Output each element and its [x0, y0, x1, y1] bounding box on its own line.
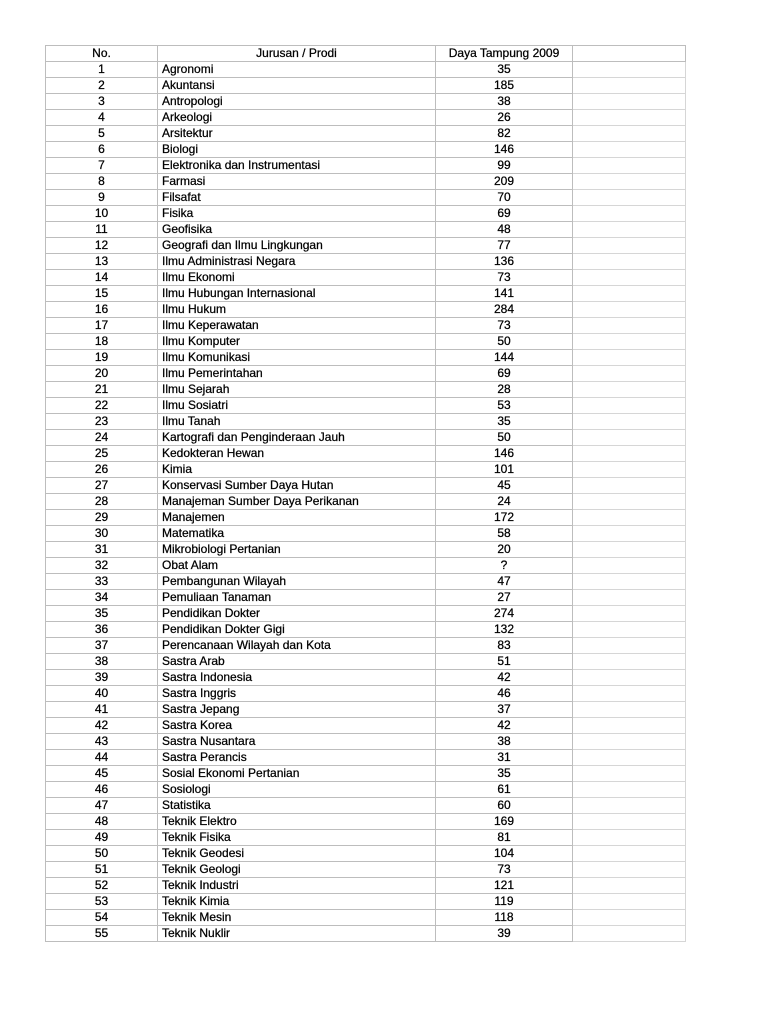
capacity-value: 69 — [436, 366, 573, 382]
table-row — [46, 830, 686, 846]
row-number: 53 — [46, 894, 158, 910]
empty-cell — [573, 398, 686, 414]
row-number: 8 — [46, 174, 158, 190]
table-row — [46, 414, 686, 430]
empty-cell — [573, 254, 686, 270]
table-row — [46, 270, 686, 286]
program-name: Sastra Perancis — [158, 750, 436, 766]
table-row — [46, 286, 686, 302]
row-number: 37 — [46, 638, 158, 654]
capacity-value: 35 — [436, 62, 573, 78]
program-name: Teknik Kimia — [158, 894, 436, 910]
program-name: Mikrobiologi Pertanian — [158, 542, 436, 558]
program-name: Filsafat — [158, 190, 436, 206]
empty-cell — [573, 62, 686, 78]
table-row — [46, 254, 686, 270]
table-row — [46, 462, 686, 478]
table-row — [46, 110, 686, 126]
header-row — [46, 46, 686, 62]
program-name: Teknik Industri — [158, 878, 436, 894]
empty-cell — [573, 766, 686, 782]
table-row — [46, 174, 686, 190]
program-name: Arkeologi — [158, 110, 436, 126]
program-name: Ilmu Administrasi Negara — [158, 254, 436, 270]
row-number: 32 — [46, 558, 158, 574]
capacity-value: 61 — [436, 782, 573, 798]
empty-cell — [573, 238, 686, 254]
capacity-value: 24 — [436, 494, 573, 510]
table-row — [46, 734, 686, 750]
empty-cell — [573, 430, 686, 446]
capacity-value: 144 — [436, 350, 573, 366]
capacity-value: 119 — [436, 894, 573, 910]
capacity-value: 37 — [436, 702, 573, 718]
capacity-value: 58 — [436, 526, 573, 542]
empty-cell — [573, 270, 686, 286]
table-row — [46, 62, 686, 78]
table-row — [46, 398, 686, 414]
program-name: Kimia — [158, 462, 436, 478]
table-row — [46, 158, 686, 174]
row-number: 11 — [46, 222, 158, 238]
program-name: Sastra Korea — [158, 718, 436, 734]
empty-cell — [573, 206, 686, 222]
row-number: 18 — [46, 334, 158, 350]
row-number: 20 — [46, 366, 158, 382]
capacity-value: 45 — [436, 478, 573, 494]
program-name: Ilmu Pemerintahan — [158, 366, 436, 382]
program-name: Antropologi — [158, 94, 436, 110]
row-number: 41 — [46, 702, 158, 718]
program-name: Elektronika dan Instrumentasi — [158, 158, 436, 174]
empty-cell — [573, 542, 686, 558]
empty-cell — [573, 878, 686, 894]
row-number: 17 — [46, 318, 158, 334]
empty-cell — [573, 734, 686, 750]
table-row — [46, 478, 686, 494]
program-name: Obat Alam — [158, 558, 436, 574]
program-name: Teknik Mesin — [158, 910, 436, 926]
table-body — [46, 62, 686, 942]
table-row — [46, 638, 686, 654]
table-row — [46, 94, 686, 110]
row-number: 35 — [46, 606, 158, 622]
capacity-value: 284 — [436, 302, 573, 318]
capacity-value: 39 — [436, 926, 573, 942]
header-no: No. — [46, 46, 158, 62]
table-row — [46, 718, 686, 734]
empty-cell — [573, 286, 686, 302]
program-name: Teknik Nuklir — [158, 926, 436, 942]
program-name: Ilmu Komputer — [158, 334, 436, 350]
empty-cell — [573, 718, 686, 734]
empty-cell — [573, 494, 686, 510]
row-number: 28 — [46, 494, 158, 510]
table-row — [46, 302, 686, 318]
empty-cell — [573, 126, 686, 142]
row-number: 31 — [46, 542, 158, 558]
program-name: Konservasi Sumber Daya Hutan — [158, 478, 436, 494]
program-name: Farmasi — [158, 174, 436, 190]
table-row — [46, 926, 686, 942]
capacity-value: 146 — [436, 446, 573, 462]
row-number: 26 — [46, 462, 158, 478]
capacity-value: 73 — [436, 862, 573, 878]
capacity-value: 42 — [436, 718, 573, 734]
row-number: 3 — [46, 94, 158, 110]
row-number: 23 — [46, 414, 158, 430]
empty-cell — [573, 574, 686, 590]
program-name: Sastra Indonesia — [158, 670, 436, 686]
capacity-value: 83 — [436, 638, 573, 654]
capacity-value: 20 — [436, 542, 573, 558]
empty-cell — [573, 814, 686, 830]
table-row — [46, 142, 686, 158]
capacity-value: 132 — [436, 622, 573, 638]
capacity-value: 73 — [436, 318, 573, 334]
table-row — [46, 78, 686, 94]
empty-cell — [573, 158, 686, 174]
empty-cell — [573, 926, 686, 942]
row-number: 49 — [46, 830, 158, 846]
header-extra — [573, 46, 686, 62]
table-row — [46, 542, 686, 558]
capacity-value: 146 — [436, 142, 573, 158]
capacity-value: 118 — [436, 910, 573, 926]
program-name: Ilmu Keperawatan — [158, 318, 436, 334]
empty-cell — [573, 606, 686, 622]
table-row — [46, 494, 686, 510]
table-row — [46, 846, 686, 862]
capacity-value: 101 — [436, 462, 573, 478]
table-row — [46, 526, 686, 542]
empty-cell — [573, 366, 686, 382]
table-row — [46, 686, 686, 702]
empty-cell — [573, 798, 686, 814]
program-name: Sastra Nusantara — [158, 734, 436, 750]
capacity-value: 51 — [436, 654, 573, 670]
row-number: 9 — [46, 190, 158, 206]
row-number: 42 — [46, 718, 158, 734]
row-number: 44 — [46, 750, 158, 766]
program-name: Fisika — [158, 206, 436, 222]
empty-cell — [573, 94, 686, 110]
empty-cell — [573, 558, 686, 574]
row-number: 10 — [46, 206, 158, 222]
row-number: 27 — [46, 478, 158, 494]
capacity-value: ? — [436, 558, 573, 574]
table-row — [46, 350, 686, 366]
row-number: 15 — [46, 286, 158, 302]
empty-cell — [573, 702, 686, 718]
empty-cell — [573, 478, 686, 494]
capacity-value: 104 — [436, 846, 573, 862]
program-name: Geofisika — [158, 222, 436, 238]
row-number: 16 — [46, 302, 158, 318]
empty-cell — [573, 638, 686, 654]
capacity-value: 99 — [436, 158, 573, 174]
capacity-value: 274 — [436, 606, 573, 622]
program-name: Kedokteran Hewan — [158, 446, 436, 462]
program-name: Statistika — [158, 798, 436, 814]
empty-cell — [573, 830, 686, 846]
row-number: 46 — [46, 782, 158, 798]
program-name: Teknik Geologi — [158, 862, 436, 878]
table-row — [46, 782, 686, 798]
capacity-value: 53 — [436, 398, 573, 414]
program-name: Akuntansi — [158, 78, 436, 94]
empty-cell — [573, 670, 686, 686]
row-number: 6 — [46, 142, 158, 158]
empty-cell — [573, 302, 686, 318]
program-name: Teknik Geodesi — [158, 846, 436, 862]
program-name: Geografi dan Ilmu Lingkungan — [158, 238, 436, 254]
table-row — [46, 622, 686, 638]
capacity-value: 38 — [436, 734, 573, 750]
empty-cell — [573, 686, 686, 702]
table-row — [46, 510, 686, 526]
table-row — [46, 750, 686, 766]
empty-cell — [573, 654, 686, 670]
capacity-value: 35 — [436, 766, 573, 782]
program-name: Pembangunan Wilayah — [158, 574, 436, 590]
program-name: Manajemen — [158, 510, 436, 526]
empty-cell — [573, 174, 686, 190]
table-row — [46, 654, 686, 670]
capacity-value: 27 — [436, 590, 573, 606]
capacity-value: 38 — [436, 94, 573, 110]
row-number: 1 — [46, 62, 158, 78]
row-number: 50 — [46, 846, 158, 862]
row-number: 29 — [46, 510, 158, 526]
capacity-table — [45, 45, 686, 942]
empty-cell — [573, 414, 686, 430]
empty-cell — [573, 894, 686, 910]
row-number: 45 — [46, 766, 158, 782]
table-row — [46, 190, 686, 206]
table-row — [46, 366, 686, 382]
capacity-value: 50 — [436, 430, 573, 446]
capacity-value: 31 — [436, 750, 573, 766]
program-name: Kartografi dan Penginderaan Jauh — [158, 430, 436, 446]
capacity-value: 185 — [436, 78, 573, 94]
program-name: Ilmu Hubungan Internasional — [158, 286, 436, 302]
table-row — [46, 446, 686, 462]
row-number: 22 — [46, 398, 158, 414]
empty-cell — [573, 782, 686, 798]
row-number: 4 — [46, 110, 158, 126]
capacity-value: 26 — [436, 110, 573, 126]
row-number: 40 — [46, 686, 158, 702]
empty-cell — [573, 318, 686, 334]
row-number: 48 — [46, 814, 158, 830]
capacity-value: 121 — [436, 878, 573, 894]
capacity-value: 50 — [436, 334, 573, 350]
row-number: 12 — [46, 238, 158, 254]
row-number: 21 — [46, 382, 158, 398]
program-name: Sosiologi — [158, 782, 436, 798]
program-name: Sastra Inggris — [158, 686, 436, 702]
table-row — [46, 766, 686, 782]
table-row — [46, 430, 686, 446]
row-number: 7 — [46, 158, 158, 174]
empty-cell — [573, 142, 686, 158]
empty-cell — [573, 622, 686, 638]
table-row — [46, 894, 686, 910]
program-name: Agronomi — [158, 62, 436, 78]
capacity-value: 209 — [436, 174, 573, 190]
program-name: Ilmu Hukum — [158, 302, 436, 318]
header-capacity: Daya Tampung 2009 — [436, 46, 573, 62]
row-number: 19 — [46, 350, 158, 366]
table-row — [46, 318, 686, 334]
row-number: 54 — [46, 910, 158, 926]
row-number: 43 — [46, 734, 158, 750]
program-name: Ilmu Tanah — [158, 414, 436, 430]
program-name: Sastra Arab — [158, 654, 436, 670]
empty-cell — [573, 590, 686, 606]
program-name: Sastra Jepang — [158, 702, 436, 718]
program-name: Ilmu Ekonomi — [158, 270, 436, 286]
empty-cell — [573, 78, 686, 94]
table-row — [46, 558, 686, 574]
program-name: Pemuliaan Tanaman — [158, 590, 436, 606]
row-number: 36 — [46, 622, 158, 638]
program-name: Sosial Ekonomi Pertanian — [158, 766, 436, 782]
empty-cell — [573, 462, 686, 478]
row-number: 51 — [46, 862, 158, 878]
row-number: 34 — [46, 590, 158, 606]
row-number: 14 — [46, 270, 158, 286]
table-row — [46, 702, 686, 718]
row-number: 5 — [46, 126, 158, 142]
capacity-value: 82 — [436, 126, 573, 142]
capacity-value: 169 — [436, 814, 573, 830]
table-row — [46, 238, 686, 254]
capacity-value: 81 — [436, 830, 573, 846]
capacity-value: 141 — [436, 286, 573, 302]
table-row — [46, 862, 686, 878]
program-name: Matematika — [158, 526, 436, 542]
capacity-value: 77 — [436, 238, 573, 254]
row-number: 25 — [46, 446, 158, 462]
table-row — [46, 574, 686, 590]
row-number: 55 — [46, 926, 158, 942]
table-row — [46, 126, 686, 142]
row-number: 30 — [46, 526, 158, 542]
table-row — [46, 206, 686, 222]
row-number: 52 — [46, 878, 158, 894]
empty-cell — [573, 862, 686, 878]
table-row — [46, 606, 686, 622]
row-number: 38 — [46, 654, 158, 670]
row-number: 47 — [46, 798, 158, 814]
empty-cell — [573, 334, 686, 350]
capacity-value: 42 — [436, 670, 573, 686]
program-name: Teknik Elektro — [158, 814, 436, 830]
empty-cell — [573, 750, 686, 766]
empty-cell — [573, 350, 686, 366]
capacity-value: 35 — [436, 414, 573, 430]
empty-cell — [573, 382, 686, 398]
empty-cell — [573, 110, 686, 126]
table-row — [46, 814, 686, 830]
table-row — [46, 670, 686, 686]
program-name: Pendidikan Dokter — [158, 606, 436, 622]
program-name: Ilmu Sosiatri — [158, 398, 436, 414]
capacity-value: 46 — [436, 686, 573, 702]
capacity-value: 70 — [436, 190, 573, 206]
table-row — [46, 878, 686, 894]
empty-cell — [573, 510, 686, 526]
row-number: 24 — [46, 430, 158, 446]
table-row — [46, 222, 686, 238]
capacity-value: 60 — [436, 798, 573, 814]
capacity-value: 172 — [436, 510, 573, 526]
program-name: Biologi — [158, 142, 436, 158]
program-name: Teknik Fisika — [158, 830, 436, 846]
capacity-value: 47 — [436, 574, 573, 590]
header-program: Jurusan / Prodi — [158, 46, 436, 62]
capacity-value: 73 — [436, 270, 573, 286]
table-row — [46, 382, 686, 398]
table-row — [46, 334, 686, 350]
program-name: Ilmu Komunikasi — [158, 350, 436, 366]
empty-cell — [573, 446, 686, 462]
capacity-value: 48 — [436, 222, 573, 238]
empty-cell — [573, 846, 686, 862]
empty-cell — [573, 910, 686, 926]
table-row — [46, 798, 686, 814]
program-name: Ilmu Sejarah — [158, 382, 436, 398]
row-number: 13 — [46, 254, 158, 270]
empty-cell — [573, 526, 686, 542]
empty-cell — [573, 222, 686, 238]
capacity-value: 69 — [436, 206, 573, 222]
capacity-value: 136 — [436, 254, 573, 270]
program-name: Perencanaan Wilayah dan Kota — [158, 638, 436, 654]
program-name: Pendidikan Dokter Gigi — [158, 622, 436, 638]
row-number: 39 — [46, 670, 158, 686]
table-row — [46, 590, 686, 606]
program-name: Arsitektur — [158, 126, 436, 142]
empty-cell — [573, 190, 686, 206]
program-name: Manajeman Sumber Daya Perikanan — [158, 494, 436, 510]
row-number: 2 — [46, 78, 158, 94]
row-number: 33 — [46, 574, 158, 590]
table-row — [46, 910, 686, 926]
capacity-value: 28 — [436, 382, 573, 398]
